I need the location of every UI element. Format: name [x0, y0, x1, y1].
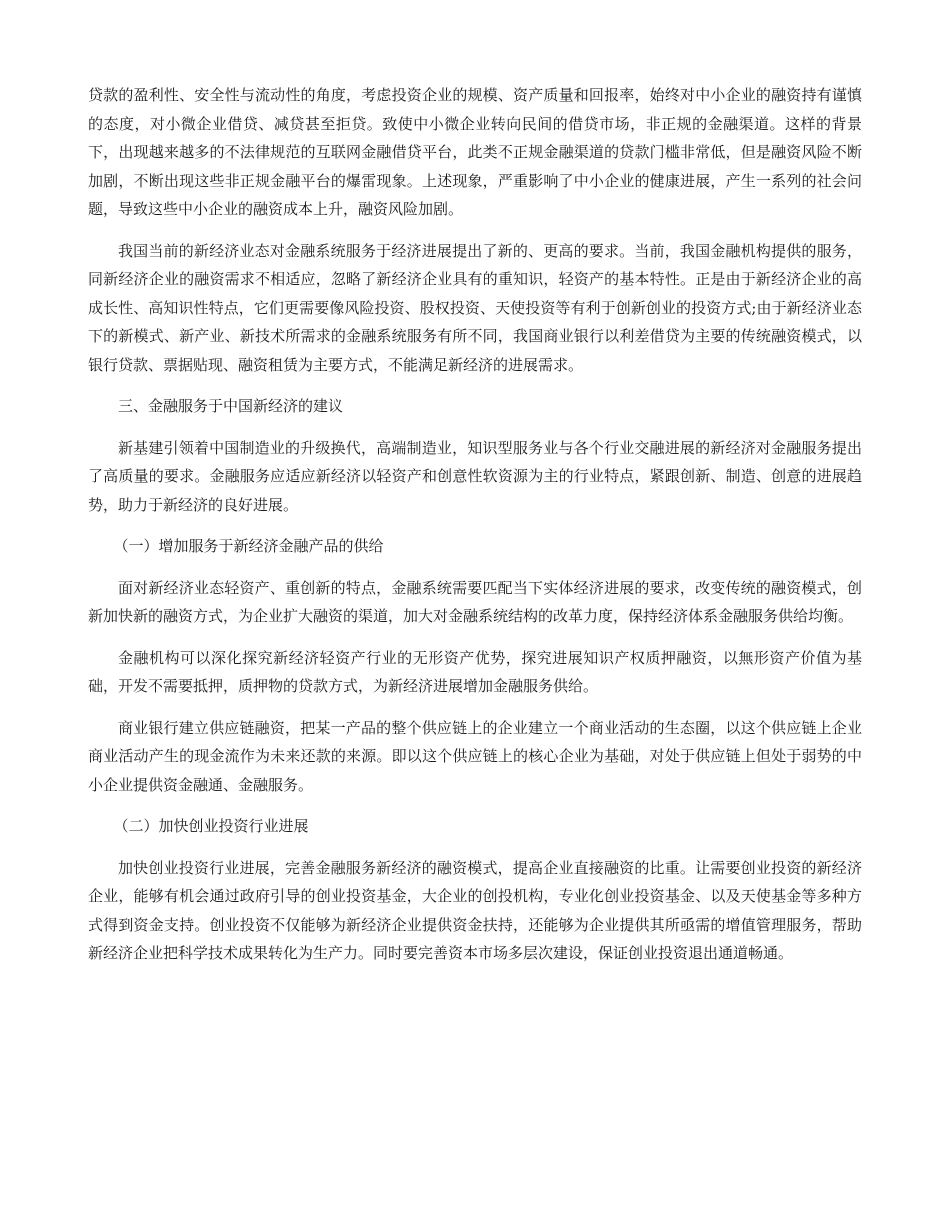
section-heading-suggestions: 三、金融服务于中国新经济的建议	[118, 397, 344, 415]
subsection-heading-1: （一）增加服务于新经济金融产品的供给	[113, 537, 384, 555]
document-body	[88, 81, 862, 981]
paragraph-supply-chain: 商业银行建立供应链融资，把某一产品的整个供应链上的企业建立一个商业活动的生态圈，以这个供应链上企业商业活动产生的现金流作为未来还款的来源。即以这个供应链上的核心企业为基础，对处于供应链上但处于弱势的中小企业提供资金融通、金融服务。	[88, 718, 862, 794]
paragraph-new-infrastructure: 新基建引领着中国制造业的升级换代，高端制造业，知识型服务业与各个行业交融进展的新经济对金融服务提出了高质量的要求。金融服务应适应新经济以轻资产和创意性软资源为主的行业特点，紧跟创新、制造、创意的进展趋势，助力于新经济的良好进展。	[88, 438, 862, 514]
paragraph-continuation: 贷款的盈利性、安全性与流动性的角度，考虑投资企业的规模、资产质量和回报率，始终对中小企业的融资持有谨慎的态度，对小微企业借贷、减贷甚至拒贷。致使中小微企业转向民间的借贷市场，非正规的金融渠道。这样的背景下，出现越来越多的不法律规范的互联网金融借贷平台，此类不正规金融渠道的贷款门槛非常低，但是融资风险不断加剧，不断出现这些非正规金融平台的爆雷现象。上述现象，严重影响了中小企业的健康进展，产生一系列的社会问题，导致这些中小企业的融资成本上升，融资风险加剧。	[88, 86, 862, 218]
paragraph-ip-pledge: 金融机构可以深化探究新经济轻资产行业的无形资产优势，探究进展知识产权质押融资，以無形资产价值为基础，开发不需要抵押，质押物的贷款方式，为新经济进展增加金融服务供给。	[88, 648, 862, 695]
paragraph-new-economy-demands: 我国当前的新经济业态对金融系统服务于经济进展提出了新的、更高的要求。当前，我国金融机构提供的服务，同新经济企业的融资需求不相适应，忽略了新经济企业具有的重知识，轻资产的基本特性。正是由于新经济企业的高成长性、高知识性特点，它们更需要像风险投资、股权投资、天使投资等有利于创新创业的投资方式;由于新经济业态下的新模式、新产业、新技术所需求的金融系统服务有所不同，我国商业银行以利差借贷为主要的传统融资模式，以银行贷款、票据贴现、融资租赁为主要方式，不能满足新经济的进展需求。	[88, 241, 862, 374]
paragraph-venture-investment: 加快创业投资行业进展，完善金融服务新经济的融资模式，提高企业直接融资的比重。让需要创业投资的新经济企业，能够有机会通过政府引导的创业投资基金，大企业的创投机构，专业化创业投资基金、以及天使基金等多种方式得到资金支持。创业投资不仅能够为新经济企业提供资金扶持，还能够为企业提供其所亟需的增值管理服务，帮助新经济企业把科学技术成果转化为生产力。同时要完善资本市场多层次建设，保证创业投资退出通道畅通。	[88, 858, 862, 962]
paragraph-financing-model: 面对新经济业态轻资产、重创新的特点，金融系统需要匹配当下实体经济进展的要求，改变传统的融资模式，创新加快新的融资方式，为企业扩大融资的渠道，加大对金融系统结构的改革力度，保持经济体系金融服务供给均衡。	[88, 578, 862, 625]
subsection-heading-2: （二）加快创业投资行业进展	[113, 817, 309, 835]
